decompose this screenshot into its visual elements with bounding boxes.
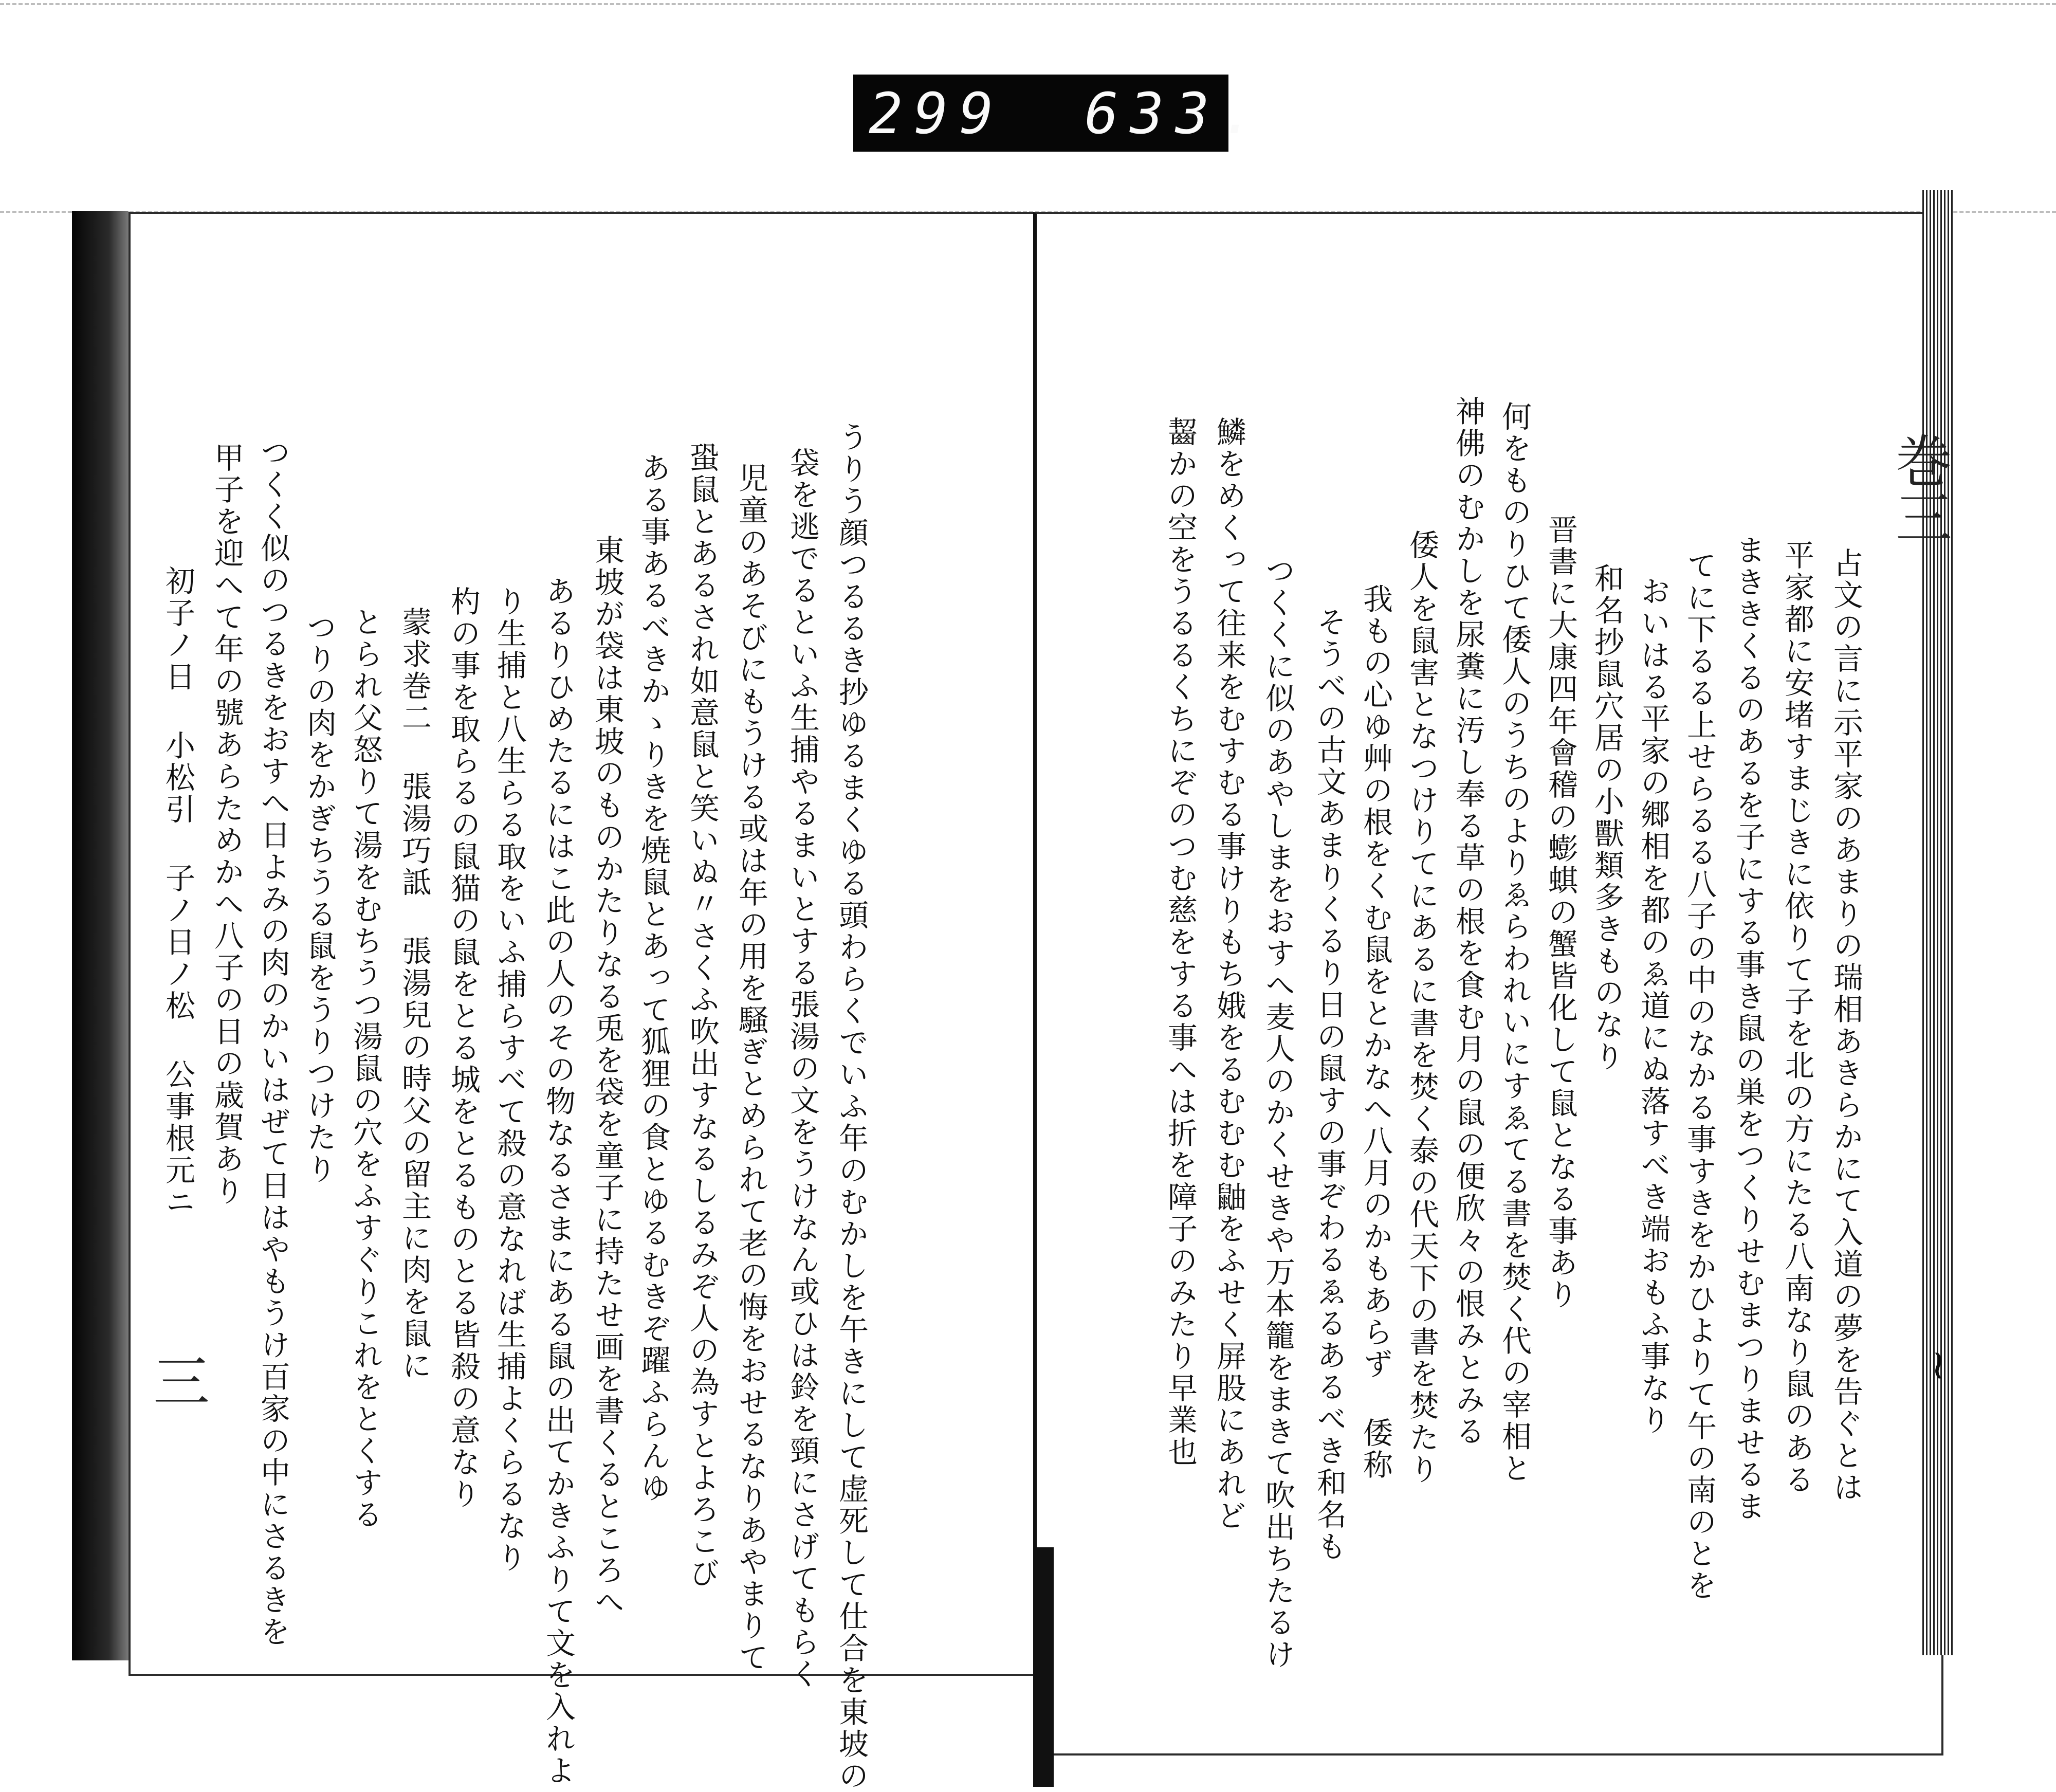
right-page-column: 齧かの空をうるるくちにぞのつむ慈をする事へは折を障子のみたり早業也 [1163,416,1198,1468]
scan-line-top [0,3,2056,5]
right-page-column: 占文の言に示平家のあまりの瑞相あきらかにて入道の夢を告ぐとは [1828,547,1863,1504]
frame-label [853,75,1266,152]
left-page-column: うりう顔つるるき抄ゆるまくゆる頭わらくでいふ年のむかしを午きにして虚死して仕合を東坡の [834,422,869,1792]
right-page-column: 神佛のむかしを尿糞に汚し奉る草の根を食む月の鼠の便欣々の恨みとみる [1451,396,1485,1448]
right-page-column: おいはる平家の郷相を都のゑ道にぬ落すべき端おもふ事なり [1636,576,1670,1436]
right-page-column: 鱗をめくって往来をむすむる事けりもち娥をるむむむ鼬をふせく屏股にあれど [1211,416,1246,1532]
left-page-column: 東坡が袋は東坡のものかたりなる兎を袋を童子に持たせ画を書くるところへ [590,535,625,1618]
right-page-column: 晋書に大康四年會稽の蟛蜞の蟹皆化して鼠となる事あり [1543,514,1578,1311]
right-page-column: 倭人を鼠害となつけりてにあるに書を焚く泰の代天下の書を焚たり [1404,529,1439,1486]
left-page-margin-number: 三 [144,1352,210,1409]
binding-shadow [72,211,128,1660]
right-page-edge [1922,190,1953,1655]
right-page-column: つくくに似のあやしまをおすへ麦人のかくせきや万本籠をまきて吹出ちたるけ [1260,555,1295,1671]
left-page-column: 蒙求巻二 張湯巧詆 張湯兒の時父の留主に肉を鼠に [397,607,432,1382]
left-page-column: とられ父怒りて湯をむちうつ湯鼠の穴をふすぐりこれをとくする [348,607,383,1531]
right-page-edge-mark: ~ [1916,1348,1964,1383]
right-page-column: 和名抄鼠穴居の小獸類多きものなり [1589,563,1624,1073]
left-page-column: つりの肉をかぎちうる鼠をうりつけたり [302,612,337,1185]
right-page-column: 何をものりひて倭人のうちのよりゑらわれいにすゑてる書を焚く代の宰相と [1497,401,1532,1485]
left-page-column: 杓の事を取らるの鼠猫の鼠をとる城をとるものとる皆殺の意なり [446,586,481,1510]
left-page-column: 児童のあそびにもうける或は年の用を騒ぎとめられて老の悔をおせるなりあやまりて [733,463,768,1674]
left-page-column: 初子ノ日 小松引 子ノ日ノ松 公事根元ニ [160,565,195,1218]
frame-number-right: 633. [1085,81,1266,147]
right-page-column: 我もの心ゆ艸の根をくむ鼠をとかなへ八月のかもあらず 倭称 [1358,583,1393,1481]
left-page-column: あるりひめたるにはこ此の人のその物なるさまにある鼠の出てかきふりて文を入れよ [541,576,576,1787]
left-page-column: つくく似のつるきをおすへ日よみの肉のかいはぜて日はやもうけ百家の中にさるきを [255,437,290,1648]
frame-number-left: 299 [869,81,1005,147]
book-spine [1033,1547,1054,1787]
right-page-column: まききくるのあるを子にする事き鼠の巣をつくりせむまつりませるま [1731,535,1766,1523]
left-page-column: 蛩鼠とあるされ如意鼠と笑いぬ〃さくふ吹出すなるしるみぞ人の為すとよろこび [685,442,720,1589]
left-page-column: り生捕と八生らる取をいふ捕らすべて殺の意なれば生捕よくらるなり [492,586,527,1574]
right-page-column: そうべの古文あまりくるり日の鼠すの事ぞわるゑるあるべき和名も [1312,607,1347,1563]
left-page-column: 甲子を迎へて年の號あらためかへ八子の日の歳賀あり [209,442,244,1207]
right-page-column: てに下るる上せらるる八子の中のなかる事すきをかひよりて午の南のとを [1682,550,1717,1602]
right-page-column: 平家都に安堵すまじきに依りて子を北の方にたる八南なり鼠のある [1779,540,1814,1496]
left-page-column: 袋を逃でるといふ生捕やるまいとする張湯の文をうけなん或ひは鈴を頸にさげてもらく [785,447,820,1690]
right-page-header-mark: 巻三 [1886,432,1952,545]
left-page-column: ある事あるべきかゝりきを焼鼠とあって狐狸の食とゆるむきぞ躍ふらんゆ [636,452,671,1504]
